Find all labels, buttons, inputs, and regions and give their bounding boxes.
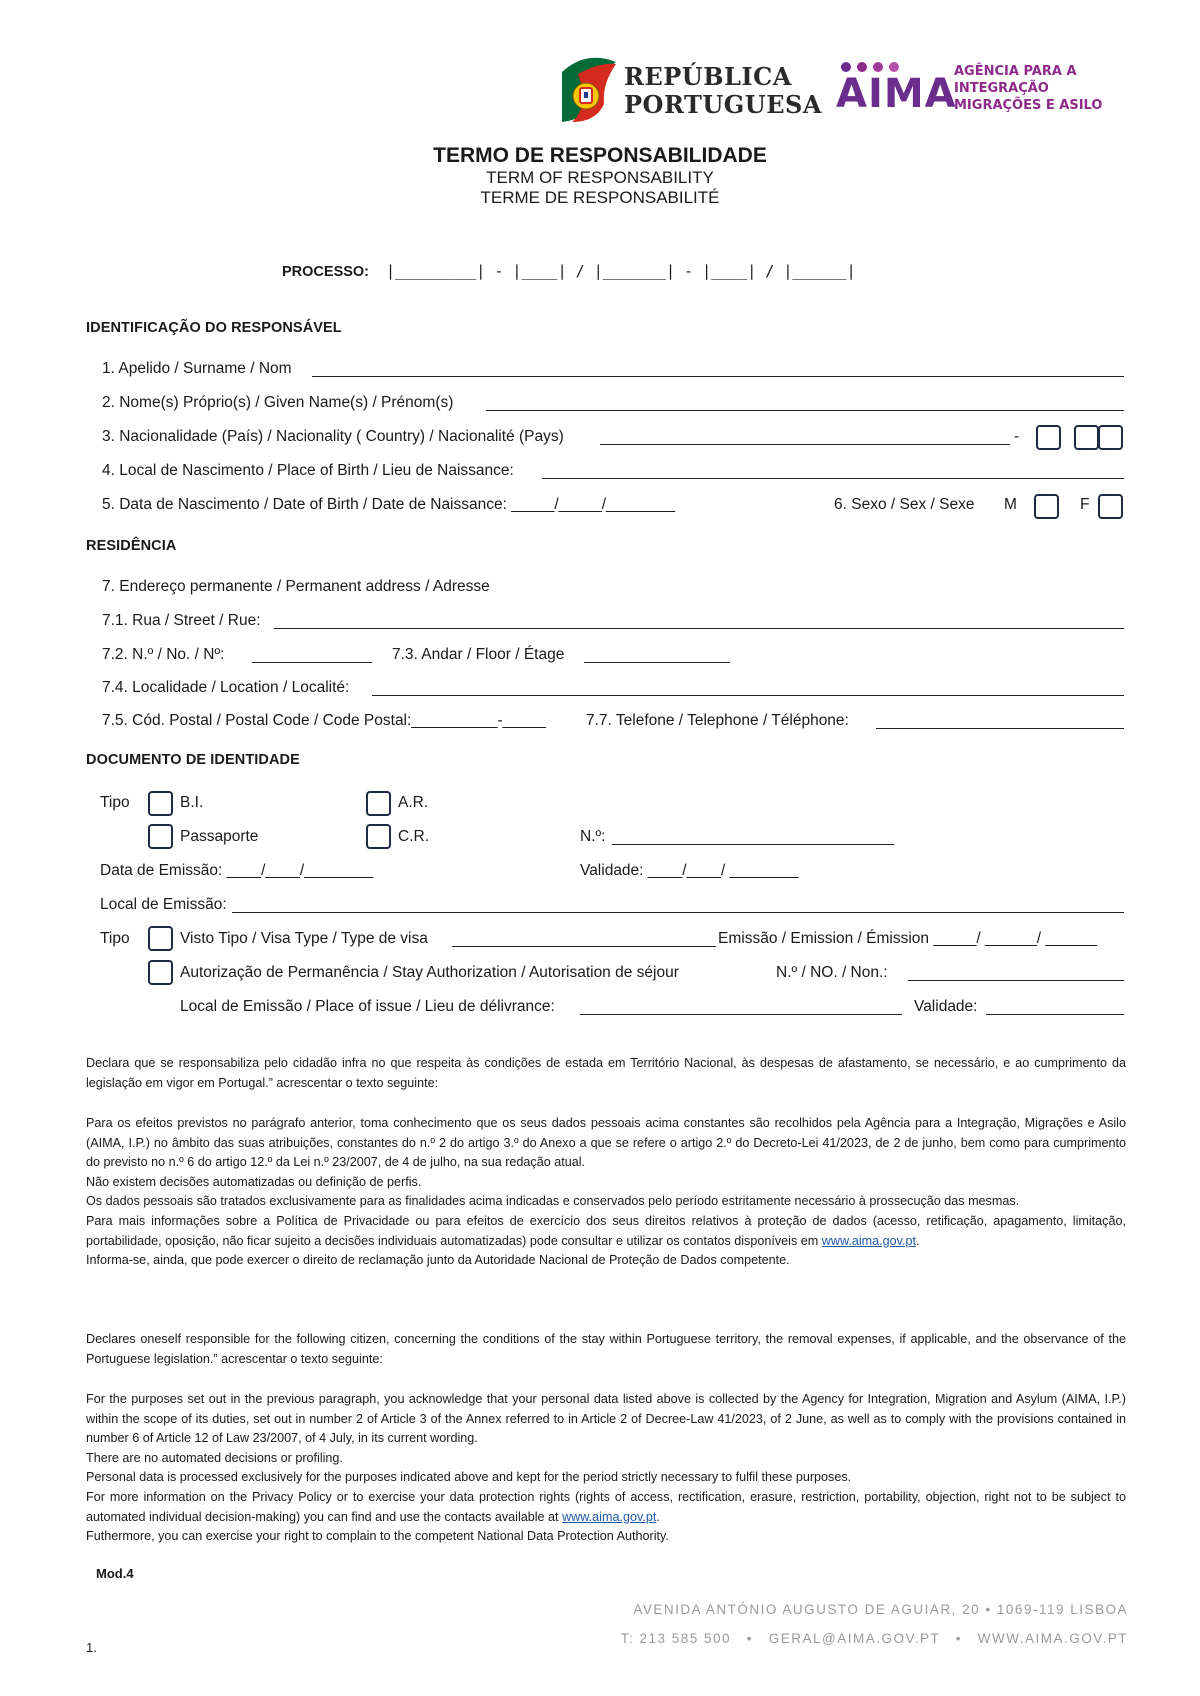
andar-field[interactable] — [584, 662, 730, 663]
declaracao-pt-p3: Não existem decisões automatizadas ou definição de perfis. — [86, 1174, 422, 1189]
declaracao-en-intro — [86, 1330, 1126, 1369]
validade2-label: Validade: — [914, 998, 978, 1015]
identificacao-heading: IDENTIFICAÇÃO DO RESPONSÁVEL — [86, 320, 342, 336]
cr-label: C.R. — [398, 828, 429, 845]
passaporte-label: Passaporte — [180, 828, 259, 845]
declaracao-en-p4: Personal data is processed exclusively for the purposes indicated above and kept for the period strictly necessary to fulfil these purposes. — [86, 1470, 852, 1485]
bi-checkbox[interactable] — [148, 791, 173, 816]
numero-label: 7.2. N.º / No. / Nº: — [102, 646, 225, 663]
documento-heading: DOCUMENTO DE IDENTIDADE — [86, 752, 300, 768]
declaracao-pt-intro — [86, 1054, 1126, 1093]
tipo-label: Tipo — [100, 794, 130, 811]
apelido-field[interactable] — [312, 376, 1124, 377]
sexo-f-label: F — [1080, 496, 1090, 513]
visto-field[interactable] — [452, 946, 716, 947]
country-code-box-1[interactable] — [1036, 425, 1061, 450]
bi-label: B.I. — [180, 794, 204, 811]
ar-label: A.R. — [398, 794, 429, 811]
processo-number-field[interactable]: |_________| - |____| / |_______| - |____| / |______| — [386, 262, 856, 280]
declaracao-pt-p2: Para os efeitos previstos no parágrafo anterior, toma conhecimento que os seus dados pessoais acima constantes são recolhidos pela Agência para a Integração, Migrações e Asilo (AIMA, I.P.) no âmbito das suas atribuições, constantes do n.º 2 do artigo 3.º do Anexo a que se refere o artigo 2.º do Decreto-Lei 41/2023, de 2 de junho, bem como para cumprimento do previsto no n.º 6 do artigo 12.º da Lei n.º 23/2007, de 4 de julho, na sua redação atual. — [86, 1116, 1126, 1170]
portugal-emblem-icon — [556, 56, 620, 126]
rua-label: 7.1. Rua / Street / Rue: — [102, 612, 261, 629]
nacionalidade-field[interactable] — [600, 444, 1010, 445]
republica-line-2: PORTUGUESA — [624, 90, 822, 119]
title-en: TERM OF RESPONSABILITY — [486, 168, 714, 187]
aima-subtitle-3: MIGRAÇÕES E ASILO — [954, 98, 1103, 113]
autorizacao-checkbox[interactable] — [148, 960, 173, 985]
aima-website-link-en[interactable]: www.aima.gov.pt — [562, 1509, 657, 1524]
country-code-box-2[interactable] — [1074, 425, 1099, 450]
doc-numero-label: N.º: — [580, 828, 606, 845]
data-nascimento-field[interactable]: 5. Data de Nascimento / Date of Birth / Date de Naissance: _____/_____/________ — [102, 496, 676, 513]
local-emissao-label: Local de Emissão: — [100, 896, 227, 913]
footer-contacts: T: 213 585 500 • GERAL@AIMA.GOV.PT • WWW.AIMA.GOV.PT — [620, 1631, 1128, 1646]
declaracao-en-p5-block — [86, 1488, 1126, 1527]
declaracao-en-p5-end: . — [656, 1509, 660, 1524]
andar-label: 7.3. Andar / Floor / Étage — [392, 646, 565, 663]
form-title — [0, 144, 1200, 208]
aima-wordmark: AIMA — [836, 71, 957, 117]
cod-postal-field[interactable]: 7.5. Cód. Postal / Postal Code / Code Postal:__________-_____ — [102, 712, 546, 729]
republica-line-1: REPÚBLICA — [624, 62, 792, 91]
sexo-m-label: M — [1004, 496, 1017, 513]
emissao-field[interactable]: Emissão / Emission / Émission _____/ ______/ ______ — [718, 930, 1098, 947]
declaracao-pt-p6: Informa-se, ainda, que pode exercer o direito de reclamação junto da Autoridade Nacional de Proteção de Dados competente. — [86, 1253, 790, 1268]
title-pt: TERMO DE RESPONSABILIDADE — [433, 144, 767, 167]
local-nascimento-field[interactable] — [542, 478, 1124, 479]
localidade-field[interactable] — [372, 695, 1124, 696]
local-nascimento-label: 4. Local de Nascimento / Place of Birth / Lieu de Naissance: — [102, 462, 514, 479]
numero-field[interactable] — [252, 662, 372, 663]
validade-field[interactable]: Validade: ____/____/ ________ — [580, 862, 799, 879]
telefone-field[interactable] — [876, 728, 1124, 729]
page-number: 1. — [86, 1640, 97, 1655]
country-code-box-3[interactable] — [1098, 425, 1123, 450]
declaracao-en-p2: For the purposes set out in the previous paragraph, you acknowledge that your personal data listed above is collected by the Agency for Integration, Migration and Asylum (AIMA, I.P.) within the scope of its duties, set out in number 2 of Article 3 of the Annex referred to in Article 2 of Decree-Law 41/2023, of 2 June, as well as to comply with the provisions contained in number 6 of Article 12 of Law 23/2007, of 4 July, in its current wording. — [86, 1392, 1126, 1446]
aut-numero-field[interactable] — [908, 980, 1124, 981]
validade2-field[interactable] — [986, 1014, 1124, 1015]
data-emissao-field[interactable]: Data de Emissão: ____/____/________ — [100, 862, 374, 879]
local-emissao2-field[interactable] — [580, 1014, 902, 1015]
aima-logo — [836, 60, 1136, 120]
aima-subtitle-2: INTEGRAÇÃO — [954, 81, 1049, 96]
declaracao-en-p6: Futhermore, you can exercise your right to complain to the competent National Data Protection Authority. — [86, 1529, 669, 1544]
visto-label: Visto Tipo / Visa Type / Type de visa — [180, 930, 428, 947]
republica-portuguesa-logo — [556, 56, 822, 126]
aima-website-link[interactable]: www.aima.gov.pt — [821, 1233, 917, 1248]
tipo-visto-label: Tipo — [100, 930, 130, 947]
mod-label: Mod.4 — [96, 1566, 134, 1581]
declaracao-pt-body — [86, 1114, 1126, 1271]
declaracao-pt-p1: Declara que se responsabiliza pelo cidadão infra no que respeita às condições de estada em Território Nacional, às despesas de afastamento, se necessário, e ao cumprimento da legislação em vigor em Portugal.” acrescentar o texto seguinte: — [86, 1056, 1126, 1090]
declaracao-en-body — [86, 1390, 1126, 1547]
local-emissao2-label: Local de Emissão / Place of issue / Lieu de délivrance: — [180, 998, 555, 1015]
telefone-label: 7.7. Telefone / Telephone / Téléphone: — [586, 712, 849, 729]
aima-subtitle-1: AGÊNCIA PARA A — [954, 64, 1077, 79]
localidade-label: 7.4. Localidade / Location / Localité: — [102, 679, 350, 696]
passaporte-checkbox[interactable] — [148, 824, 173, 849]
visto-checkbox[interactable] — [148, 926, 173, 951]
declaracao-pt-p5-block — [86, 1212, 1126, 1251]
footer-address: AVENIDA ANTÓNIO AUGUSTO DE AGUIAR, 20 • 1069-119 LISBOA — [633, 1602, 1128, 1617]
declaracao-en-p1: Declares oneself responsible for the following citizen, concerning the conditions of the stay within Portuguese territory, the removal expenses, if applicable, and the observance of the Portuguese legislation.” acrescentar o texto seguinte: — [86, 1332, 1126, 1366]
rua-field[interactable] — [274, 628, 1124, 629]
ar-checkbox[interactable] — [366, 791, 391, 816]
nacionalidade-separator: - — [1014, 428, 1020, 445]
local-emissao-field[interactable] — [232, 912, 1124, 913]
residencia-heading: RESIDÊNCIA — [86, 538, 177, 554]
sexo-label: 6. Sexo / Sex / Sexe — [834, 496, 975, 513]
autorizacao-label: Autorização de Permanência / Stay Authorization / Autorisation de séjour — [180, 964, 679, 981]
declaracao-pt-p5-end: . — [916, 1233, 920, 1248]
sexo-f-checkbox[interactable] — [1098, 494, 1123, 519]
aut-numero-label: N.º / NO. / Non.: — [776, 964, 888, 981]
declaracao-pt-p5: Para mais informações sobre a Política de Privacidade ou para efeitos de exercício dos seus direitos relativos à proteção de dados (acesso, retificação, apagamento, limitação, portabilidade, oposição, não ficar sujeito a decisões individuais automatizadas) pode consultar e utilizar os contatos disponíveis em — [86, 1213, 1126, 1248]
apelido-label: 1. Apelido / Surname / Nom — [102, 360, 292, 377]
declaracao-pt-p4: Os dados pessoais são tratados exclusivamente para as finalidades acima indicadas e conservados pelo período estritamente necessário à prossecução das mesmas. — [86, 1194, 1020, 1209]
nome-field[interactable] — [486, 410, 1124, 411]
sexo-m-checkbox[interactable] — [1034, 494, 1059, 519]
nome-label: 2. Nome(s) Próprio(s) / Given Name(s) / Prénom(s) — [102, 394, 454, 411]
endereco-label: 7. Endereço permanente / Permanent address / Adresse — [102, 578, 490, 595]
declaracao-en-p5: For more information on the Privacy Policy or to exercise your data protection rights (rights of access, rectification, erasure, restriction, portability, objection, right not to be subject to automated individual decision-making) you can find and use the contacts available at — [86, 1489, 1126, 1524]
title-fr: TERME DE RESPONSABILITÉ — [480, 188, 720, 207]
nacionalidade-label: 3. Nacionalidade (País) / Nacionality ( Country) / Nacionalité (Pays) — [102, 428, 564, 445]
declaracao-en-p3: There are no automated decisions or profiling. — [86, 1450, 343, 1465]
doc-numero-field[interactable] — [612, 844, 894, 845]
cr-checkbox[interactable] — [366, 824, 391, 849]
processo-label: PROCESSO: — [282, 264, 370, 280]
